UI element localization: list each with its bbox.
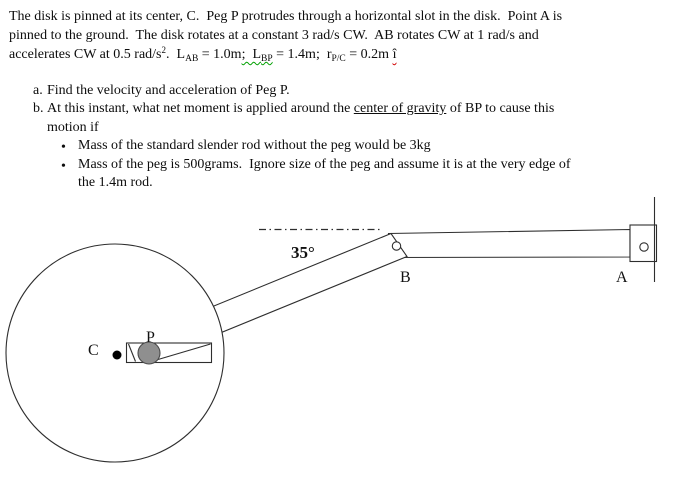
label-b: B — [400, 269, 411, 286]
rod-ab — [389, 230, 631, 258]
bullet-2-text-line-2: the 1.4m rod. — [78, 175, 153, 190]
bullet-2-text-line-1: Mass of the peg is 500grams. Ignore size of the peg and assume it is at the very edge of — [78, 156, 571, 172]
label-c: C — [88, 342, 99, 359]
line3-run: = 1.4m; r — [272, 47, 332, 62]
item-b-underlined-phrase: center of gravity — [353, 101, 447, 116]
subscript-pc: P/C — [331, 54, 346, 64]
bullet-1-text: Mass of the standard slender rod without the peg would be 3kg — [78, 138, 431, 153]
line3-run: accelerates CW at 0.5 rad/s — [9, 47, 162, 62]
bullet-icon: • — [61, 158, 66, 174]
label-a: A — [616, 269, 628, 286]
pin-a-circle — [640, 243, 648, 251]
pin-b-circle — [392, 242, 400, 250]
line3-run: . L — [166, 47, 186, 62]
angle-label: 35° — [291, 243, 315, 262]
problem-line-2: pinned to the ground. The disk rotates at a constant 3 rad/s CW. AB rotates CW at 1 rad/s and — [9, 28, 539, 43]
item-b-continuation: motion if — [47, 119, 99, 135]
spellcheck-red-squiggle: î — [392, 47, 397, 62]
problem-line-1: The disk is pinned at its center, C. Peg P protrudes through a horizontal slot in the disk. Point A is — [9, 9, 563, 24]
center-pin-dot — [113, 351, 122, 360]
line3-run: ; L — [241, 47, 262, 62]
line3-run: = 0.2m — [345, 47, 393, 62]
subscript-bp: BP — [261, 54, 273, 64]
exponent: 2 — [161, 45, 167, 55]
line3-run: = 1.0m — [198, 47, 242, 62]
label-p: P — [146, 329, 155, 346]
item-a-marker: a. — [33, 83, 43, 98]
item-b-marker: b. — [33, 101, 44, 116]
bullet-icon: • — [61, 140, 66, 155]
item-b-run: of BP to cause this — [446, 101, 555, 116]
item-b-run: At this instant, what net moment is applied around the — [47, 101, 354, 116]
subscript-ab: AB — [185, 54, 199, 64]
item-a-text: Find the velocity and acceleration of Peg P. — [47, 83, 290, 98]
